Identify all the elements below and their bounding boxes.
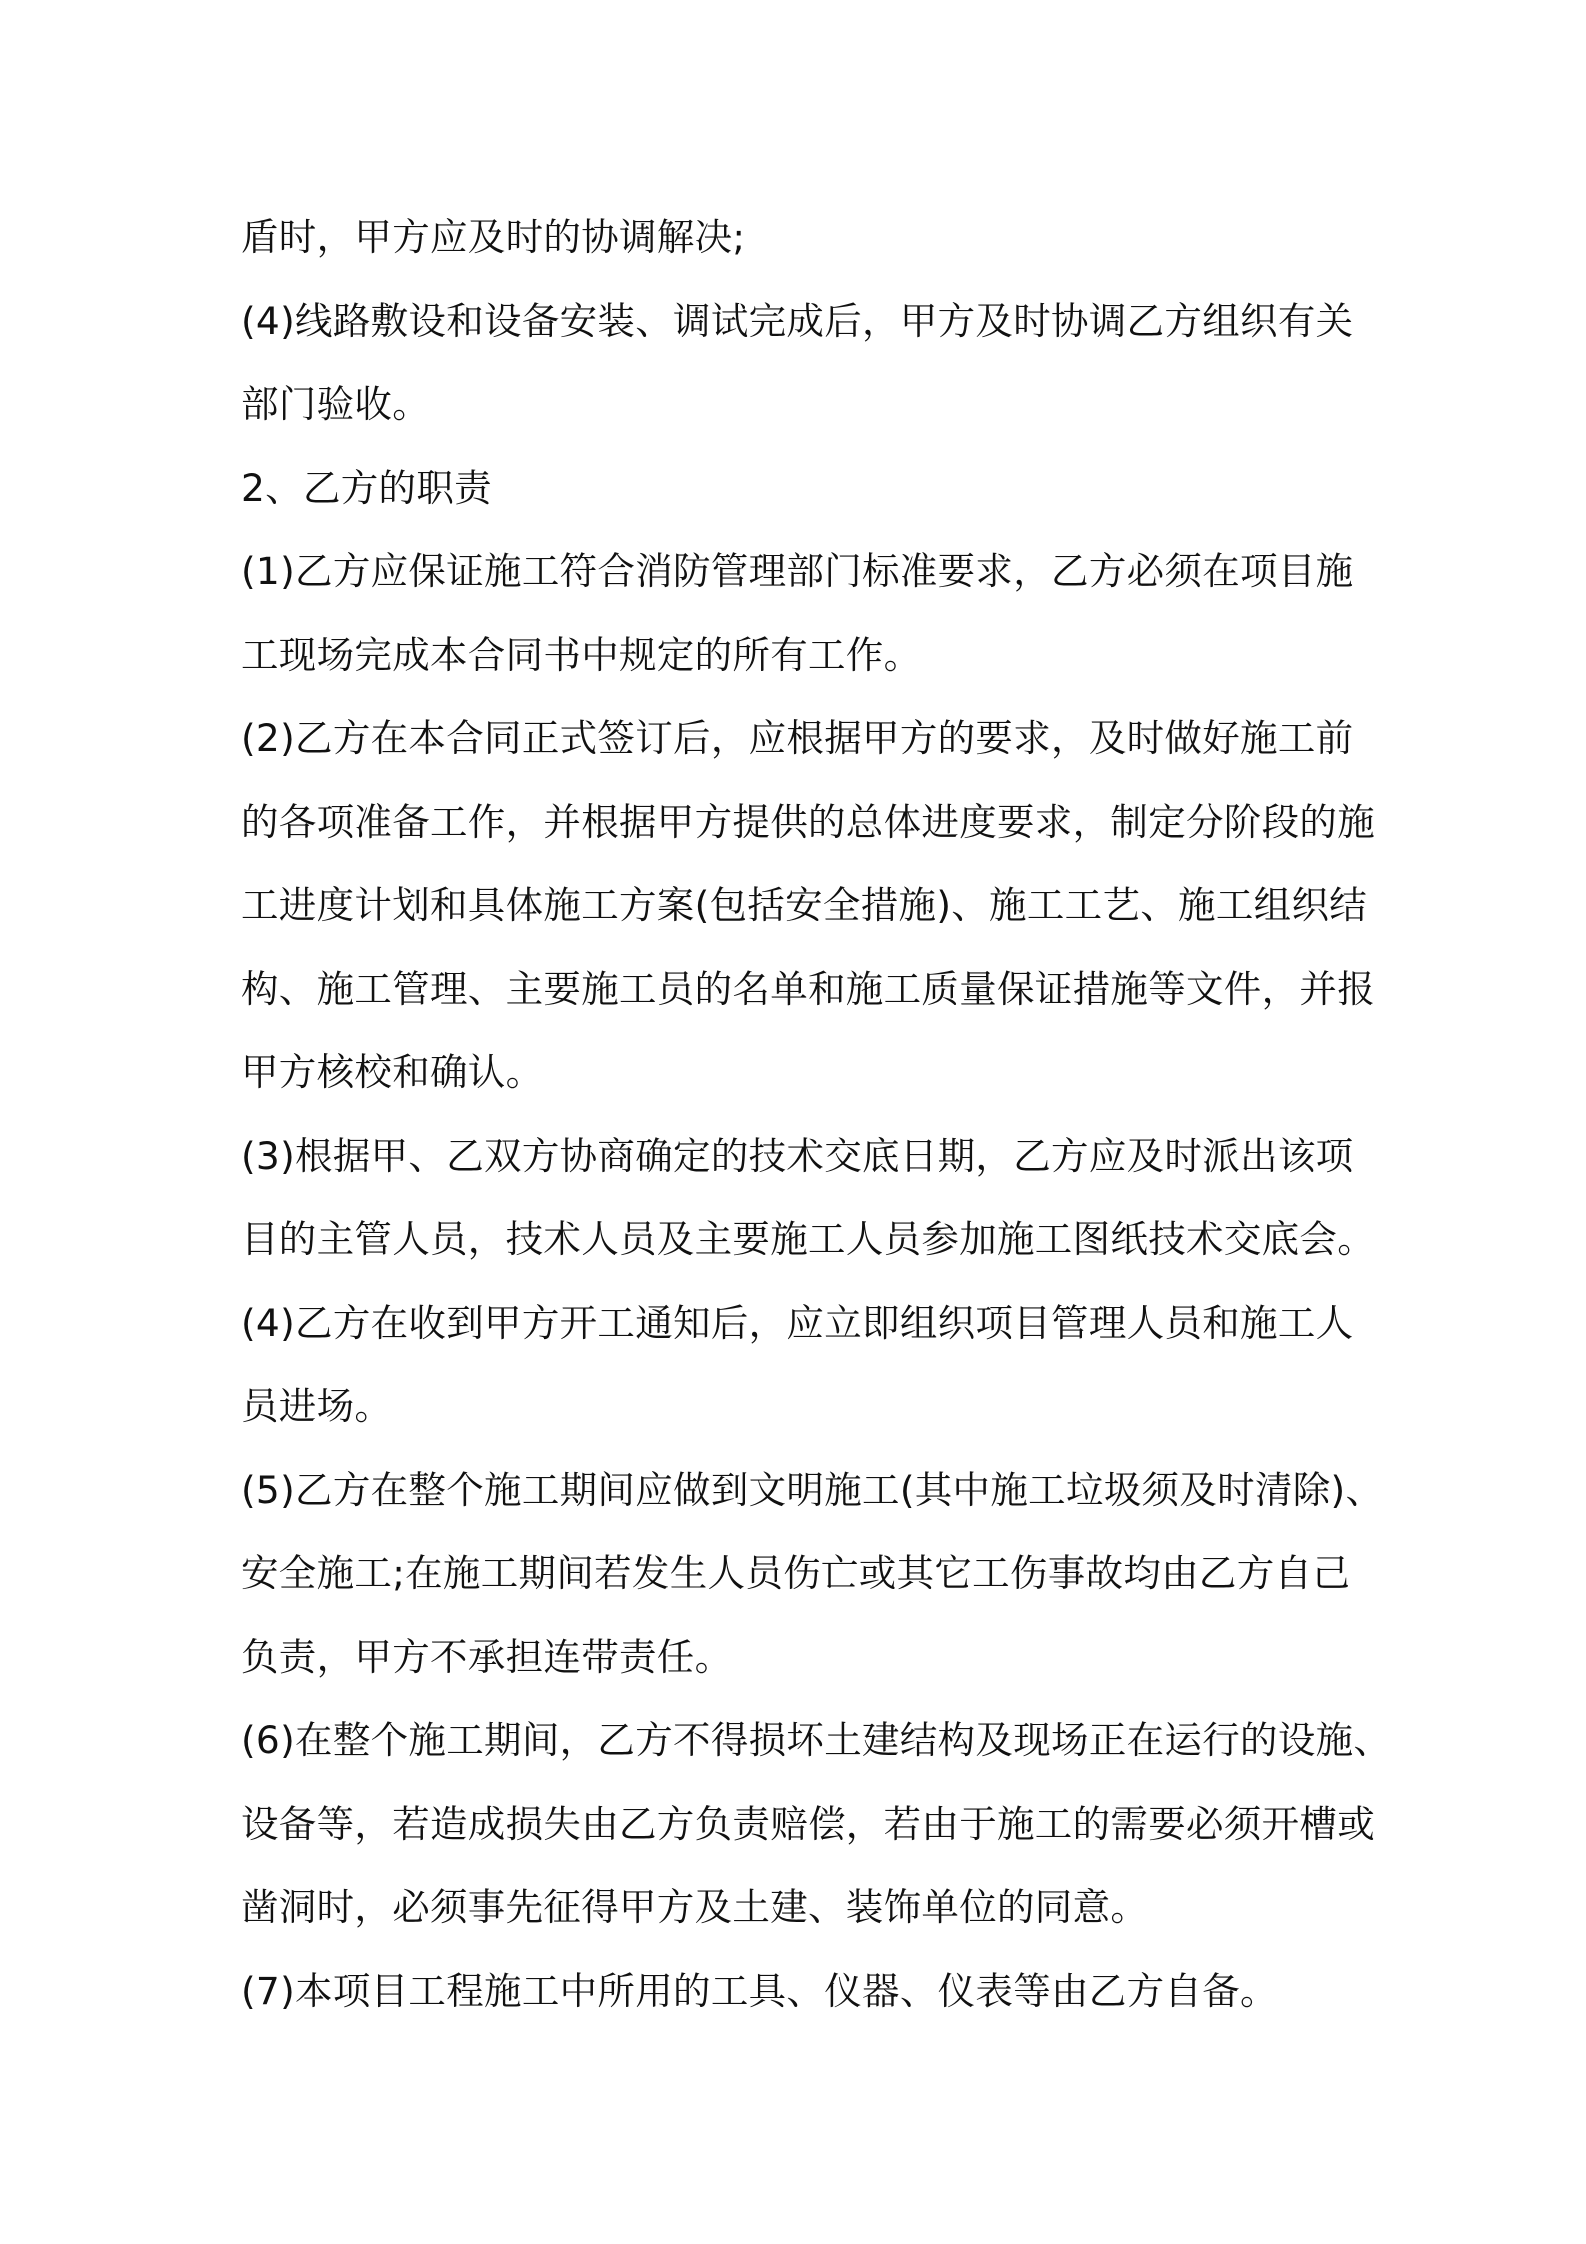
text-line: 工进度计划和具体施工方案(包括安全措施)、施工工艺、施工组织结: [241, 883, 1368, 927]
text-line: (4)乙方在收到甲方开工通知后，应立即组织项目管理人员和施工人: [241, 1300, 1354, 1345]
text-line: 目的主管人员，技术人员及主要施工人员参加施工图纸技术交底会。: [241, 1217, 1375, 1261]
text-line: (3)根据甲、乙双方协商确定的技术交底日期，乙方应及时派出该项: [241, 1133, 1354, 1178]
section-heading: 2、乙方的职责: [241, 465, 492, 510]
text-line: 部门验收。: [241, 382, 430, 426]
text-line: 甲方核校和确认。: [241, 1050, 544, 1094]
text-line: (2)乙方在本合同正式签订后，应根据甲方的要求，及时做好施工前: [241, 716, 1354, 760]
text-line: 工现场完成本合同书中规定的所有工作。: [241, 632, 922, 677]
text-line: (7)本项目工程施工中所用的工具、仪器、仪表等由乙方自备。: [241, 1968, 1278, 2013]
text-line: 员进场。: [241, 1384, 393, 1428]
text-line: (5)乙方在整个施工期间应做到文明施工(其中施工垃圾须及时清除)、: [241, 1467, 1384, 1512]
text-line: 凿洞时，必须事先征得甲方及土建、装饰单位的同意。: [241, 1885, 1149, 1929]
text-line: (1)乙方应保证施工符合消防管理部门标准要求，乙方必须在项目施: [241, 549, 1354, 593]
text-line: 盾时，甲方应及时的协调解决;: [241, 215, 746, 259]
text-line: 负责，甲方不承担连带责任。: [241, 1634, 733, 1679]
text-line: 设备等，若造成损失由乙方负责赔偿，若由于施工的需要必须开槽或: [241, 1801, 1375, 1846]
text-line: (6)在整个施工期间，乙方不得损坏土建结构及现场正在运行的设施、: [241, 1718, 1392, 1762]
document-body: [241, 196, 1392, 2033]
text-line: 构、施工管理、主要施工员的名单和施工质量保证措施等文件，并报: [241, 966, 1375, 1011]
text-line: (4)线路敷设和设备安装、调试完成后，甲方及时协调乙方组织有关: [241, 298, 1354, 343]
text-line: 安全施工;在施工期间若发生人员伤亡或其它工伤事故均由乙方自己: [241, 1551, 1351, 1595]
text-line: 的各项准备工作，并根据甲方提供的总体进度要求，制定分阶段的施: [241, 799, 1375, 844]
